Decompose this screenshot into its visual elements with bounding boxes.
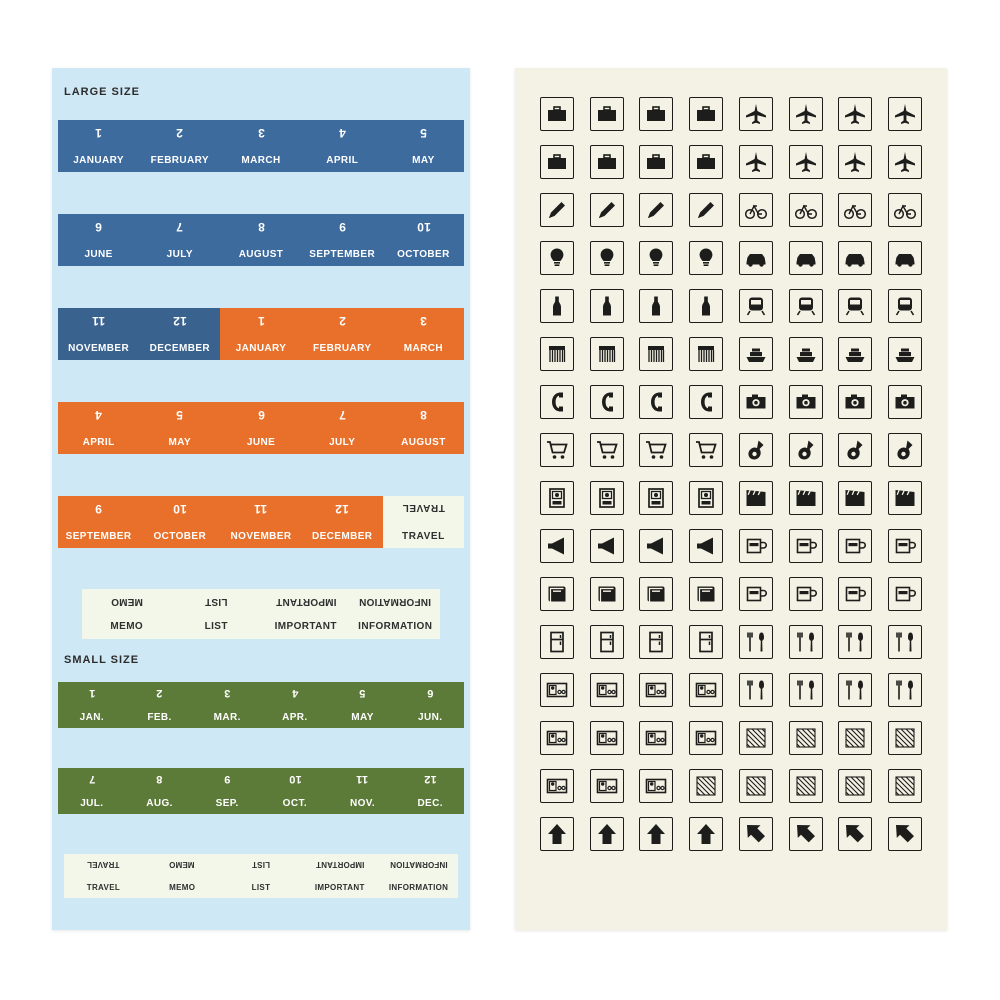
month-name: MAY xyxy=(168,437,192,448)
telephone-handset-icon[interactable] xyxy=(689,385,723,419)
month-cell[interactable] xyxy=(302,308,383,360)
briefcase-icon[interactable] xyxy=(590,145,624,179)
month-name: APRIL xyxy=(82,437,115,448)
memo-cell[interactable] xyxy=(300,854,379,898)
month-number: 9 xyxy=(338,220,346,234)
month-name: MAY xyxy=(412,155,435,166)
telephone-handset-icon[interactable] xyxy=(590,385,624,419)
airplane-icon[interactable] xyxy=(888,145,922,179)
arrow-up-left-icon[interactable] xyxy=(838,817,872,851)
memo-label-top: IMPORTANT xyxy=(315,860,364,869)
month-strip-row[interactable] xyxy=(58,214,464,266)
right-sticker-sheet xyxy=(515,68,947,930)
guitar-icon[interactable] xyxy=(838,433,872,467)
mug-icon[interactable] xyxy=(739,577,773,611)
cutlery-icon[interactable] xyxy=(838,625,872,659)
icon-sticker-grid xyxy=(532,90,930,858)
briefcase-icon[interactable] xyxy=(540,97,574,131)
month-name: MAR. xyxy=(213,712,241,723)
month-number: 3 xyxy=(257,126,265,140)
coin-machine-icon[interactable] xyxy=(540,769,574,803)
month-number: 8 xyxy=(419,408,427,422)
memo-label-bottom: TRAVEL xyxy=(86,883,121,892)
airplane-icon[interactable] xyxy=(739,145,773,179)
ship-icon[interactable] xyxy=(739,337,773,371)
airplane-icon[interactable] xyxy=(838,97,872,131)
car-icon[interactable] xyxy=(739,241,773,275)
memo-label-top: INFORMATION xyxy=(359,596,432,607)
month-number: 4 xyxy=(95,408,103,422)
month-cell[interactable] xyxy=(58,402,139,454)
book-icon[interactable] xyxy=(639,577,673,611)
memo-cell[interactable] xyxy=(261,589,351,639)
arrow-up-icon[interactable] xyxy=(639,817,673,851)
month-cell[interactable] xyxy=(139,402,220,454)
month-number: 6 xyxy=(257,408,265,422)
car-icon[interactable] xyxy=(838,241,872,275)
book-icon[interactable] xyxy=(689,577,723,611)
coin-machine-icon[interactable] xyxy=(590,769,624,803)
month-name: JANUARY xyxy=(235,343,287,354)
guitar-icon[interactable] xyxy=(888,433,922,467)
month-number: 12 xyxy=(172,314,187,328)
coin-machine-icon[interactable] xyxy=(540,721,574,755)
month-name: MAY xyxy=(351,712,374,723)
memo-label-bottom: IMPORTANT xyxy=(274,621,337,632)
mug-icon[interactable] xyxy=(888,529,922,563)
month-name: FEB. xyxy=(147,712,172,723)
cutlery-icon[interactable] xyxy=(888,673,922,707)
briefcase-icon[interactable] xyxy=(590,97,624,131)
month-cell[interactable] xyxy=(220,402,301,454)
ticket-icon[interactable] xyxy=(590,481,624,515)
briefcase-icon[interactable] xyxy=(689,97,723,131)
memo-cell[interactable] xyxy=(172,589,262,639)
memo-label-top: INFORMATION xyxy=(389,860,448,869)
refrigerator-icon[interactable] xyxy=(540,625,574,659)
month-number: 8 xyxy=(257,220,265,234)
month-number: 7 xyxy=(176,220,184,234)
travel-label-bottom: TRAVEL xyxy=(401,531,445,542)
month-name: SEPTEMBER xyxy=(65,531,132,542)
month-name: JANUARY xyxy=(73,155,124,166)
lightbulb-icon[interactable] xyxy=(590,241,624,275)
month-number: 12 xyxy=(423,773,437,785)
travel-label-cell[interactable] xyxy=(383,496,464,548)
camera-icon[interactable] xyxy=(888,385,922,419)
month-cell[interactable] xyxy=(261,682,329,728)
month-name: OCTOBER xyxy=(397,249,450,260)
wine-bottle-icon[interactable] xyxy=(689,289,723,323)
left-sticker-sheet xyxy=(52,68,470,930)
car-icon[interactable] xyxy=(789,241,823,275)
month-name: APR. xyxy=(282,712,308,723)
month-cell[interactable] xyxy=(58,682,126,728)
camera-icon[interactable] xyxy=(838,385,872,419)
month-number: 2 xyxy=(176,126,184,140)
coin-machine-icon[interactable] xyxy=(540,673,574,707)
month-number: 6 xyxy=(427,687,434,699)
coin-machine-icon[interactable] xyxy=(689,673,723,707)
camera-icon[interactable] xyxy=(789,385,823,419)
month-number: 6 xyxy=(95,220,103,234)
megaphone-icon[interactable] xyxy=(590,529,624,563)
month-number: 1 xyxy=(95,126,103,140)
month-name: JUNE xyxy=(246,437,276,448)
month-cell[interactable] xyxy=(302,214,383,266)
refrigerator-icon[interactable] xyxy=(590,625,624,659)
grid-pattern-icon[interactable] xyxy=(838,721,872,755)
month-name: APRIL xyxy=(326,155,359,166)
cutlery-icon[interactable] xyxy=(789,625,823,659)
wine-bottle-icon[interactable] xyxy=(590,289,624,323)
month-cell[interactable] xyxy=(58,496,139,548)
month-name: SEPTEMBER xyxy=(309,249,376,260)
month-number: 3 xyxy=(419,314,427,328)
memo-label-bottom: INFORMATION xyxy=(358,621,433,632)
train-icon[interactable] xyxy=(739,289,773,323)
month-number: 9 xyxy=(95,502,103,516)
month-number: 1 xyxy=(257,314,265,328)
month-name: JUNE xyxy=(84,249,113,260)
shopping-cart-icon[interactable] xyxy=(590,433,624,467)
memo-cell[interactable] xyxy=(351,589,441,639)
month-strip-row-small[interactable] xyxy=(58,768,464,814)
coin-machine-icon[interactable] xyxy=(639,769,673,803)
month-cell[interactable] xyxy=(126,682,194,728)
briefcase-icon[interactable] xyxy=(639,97,673,131)
train-icon[interactable] xyxy=(838,289,872,323)
telephone-handset-icon[interactable] xyxy=(540,385,574,419)
wine-bottle-icon[interactable] xyxy=(639,289,673,323)
grid-pattern-icon[interactable] xyxy=(739,769,773,803)
month-cell[interactable] xyxy=(302,402,383,454)
comb-icon[interactable] xyxy=(639,337,673,371)
month-number: 5 xyxy=(359,687,366,699)
month-name: FEBRUARY xyxy=(150,155,209,166)
arrow-up-left-icon[interactable] xyxy=(789,817,823,851)
memo-label-bottom: LIST xyxy=(204,621,228,632)
month-cell[interactable] xyxy=(139,214,220,266)
month-number: 9 xyxy=(224,773,231,785)
briefcase-icon[interactable] xyxy=(540,145,574,179)
refrigerator-icon[interactable] xyxy=(639,625,673,659)
cutlery-icon[interactable] xyxy=(739,625,773,659)
month-number: 2 xyxy=(338,314,346,328)
month-cell[interactable] xyxy=(383,308,464,360)
month-name: FEBRUARY xyxy=(313,343,372,354)
grid-pattern-icon[interactable] xyxy=(739,721,773,755)
month-cell[interactable] xyxy=(383,120,464,172)
wine-bottle-icon[interactable] xyxy=(540,289,574,323)
month-name: OCT. xyxy=(282,798,308,809)
month-name: JAN. xyxy=(79,712,105,723)
month-number: 7 xyxy=(338,408,346,422)
ticket-icon[interactable] xyxy=(689,481,723,515)
month-cell[interactable] xyxy=(139,496,220,548)
megaphone-icon[interactable] xyxy=(540,529,574,563)
month-name: DECEMBER xyxy=(149,343,211,354)
arrow-up-icon[interactable] xyxy=(590,817,624,851)
memo-label-top: MEMO xyxy=(110,596,143,607)
month-name: NOV. xyxy=(349,798,376,809)
month-number: 7 xyxy=(88,773,95,785)
bicycle-icon[interactable] xyxy=(739,193,773,227)
month-number: 4 xyxy=(291,687,299,699)
briefcase-icon[interactable] xyxy=(689,145,723,179)
memo-label-bottom: INFORMATION xyxy=(388,883,449,892)
memo-label-top: IMPORTANT xyxy=(275,596,336,607)
ticket-icon[interactable] xyxy=(540,481,574,515)
month-cell[interactable] xyxy=(58,214,139,266)
month-cell[interactable] xyxy=(396,768,464,814)
month-number: 11 xyxy=(356,773,369,785)
month-cell[interactable] xyxy=(396,682,464,728)
bicycle-icon[interactable] xyxy=(888,193,922,227)
month-cell[interactable] xyxy=(193,768,261,814)
month-strip-row[interactable] xyxy=(58,402,464,454)
month-number: 1 xyxy=(88,687,95,699)
month-strip-row[interactable] xyxy=(58,308,464,360)
month-cell[interactable] xyxy=(220,308,301,360)
memo-label-bottom: MEMO xyxy=(110,621,144,632)
section-title-small: SMALL SIZE xyxy=(64,654,140,666)
camera-icon[interactable] xyxy=(739,385,773,419)
memo-cell[interactable] xyxy=(222,854,301,898)
mug-icon[interactable] xyxy=(739,529,773,563)
memo-cell[interactable] xyxy=(82,589,172,639)
mug-icon[interactable] xyxy=(838,577,872,611)
ship-icon[interactable] xyxy=(789,337,823,371)
month-number: 10 xyxy=(288,773,302,785)
arrow-up-icon[interactable] xyxy=(540,817,574,851)
arrow-up-left-icon[interactable] xyxy=(888,817,922,851)
clapperboard-icon[interactable] xyxy=(888,481,922,515)
airplane-icon[interactable] xyxy=(739,97,773,131)
memo-label-bottom: IMPORTANT xyxy=(314,883,365,892)
train-icon[interactable] xyxy=(789,289,823,323)
lightbulb-icon[interactable] xyxy=(689,241,723,275)
month-cell[interactable] xyxy=(261,768,329,814)
month-cell[interactable] xyxy=(139,120,220,172)
cutlery-icon[interactable] xyxy=(888,625,922,659)
clapperboard-icon[interactable] xyxy=(838,481,872,515)
cutlery-icon[interactable] xyxy=(838,673,872,707)
memo-label-top: MEMO xyxy=(169,860,195,869)
pencil-icon[interactable] xyxy=(689,193,723,227)
book-icon[interactable] xyxy=(590,577,624,611)
book-icon[interactable] xyxy=(540,577,574,611)
mug-icon[interactable] xyxy=(888,577,922,611)
coin-machine-icon[interactable] xyxy=(590,721,624,755)
month-number: 12 xyxy=(335,502,350,516)
mug-icon[interactable] xyxy=(838,529,872,563)
clapperboard-icon[interactable] xyxy=(789,481,823,515)
memo-cell[interactable] xyxy=(143,854,222,898)
month-name: JUL. xyxy=(80,798,104,809)
airplane-icon[interactable] xyxy=(789,145,823,179)
ticket-icon[interactable] xyxy=(639,481,673,515)
shopping-cart-icon[interactable] xyxy=(639,433,673,467)
shopping-cart-icon[interactable] xyxy=(689,433,723,467)
pencil-icon[interactable] xyxy=(639,193,673,227)
month-number: 4 xyxy=(338,126,346,140)
month-name: JULY xyxy=(166,249,193,260)
grid-pattern-icon[interactable] xyxy=(789,769,823,803)
month-name: JUN. xyxy=(418,712,443,723)
memo-label-top: TRAVEL xyxy=(87,860,120,869)
coin-machine-icon[interactable] xyxy=(590,673,624,707)
month-cell[interactable] xyxy=(329,682,397,728)
comb-icon[interactable] xyxy=(590,337,624,371)
lightbulb-icon[interactable] xyxy=(540,241,574,275)
telephone-handset-icon[interactable] xyxy=(639,385,673,419)
month-number: 5 xyxy=(419,126,427,140)
arrow-up-left-icon[interactable] xyxy=(739,817,773,851)
coin-machine-icon[interactable] xyxy=(639,673,673,707)
memo-cell[interactable] xyxy=(379,854,458,898)
shopping-cart-icon[interactable] xyxy=(540,433,574,467)
pencil-icon[interactable] xyxy=(590,193,624,227)
month-number: 11 xyxy=(92,314,106,328)
briefcase-icon[interactable] xyxy=(639,145,673,179)
bicycle-icon[interactable] xyxy=(838,193,872,227)
month-number: 2 xyxy=(156,687,163,699)
month-strip-row[interactable] xyxy=(58,120,464,172)
month-cell[interactable] xyxy=(383,402,464,454)
car-icon[interactable] xyxy=(888,241,922,275)
cutlery-icon[interactable] xyxy=(739,673,773,707)
clapperboard-icon[interactable] xyxy=(739,481,773,515)
month-cell[interactable] xyxy=(220,120,301,172)
month-name: JULY xyxy=(329,437,356,448)
travel-label-top: TRAVEL xyxy=(401,502,445,513)
month-cell[interactable] xyxy=(126,768,194,814)
month-number: 11 xyxy=(254,502,268,516)
airplane-icon[interactable] xyxy=(888,97,922,131)
month-cell[interactable] xyxy=(302,120,383,172)
mug-icon[interactable] xyxy=(789,577,823,611)
airplane-icon[interactable] xyxy=(789,97,823,131)
month-cell[interactable] xyxy=(58,768,126,814)
arrow-up-icon[interactable] xyxy=(689,817,723,851)
month-number: 3 xyxy=(224,687,231,699)
month-number: 10 xyxy=(416,220,431,234)
mug-icon[interactable] xyxy=(789,529,823,563)
memo-strip-large[interactable] xyxy=(82,589,440,639)
month-number: 10 xyxy=(172,502,187,516)
month-strip-row-small[interactable] xyxy=(58,682,464,728)
month-name: NOVEMBER xyxy=(230,531,292,542)
month-cell[interactable] xyxy=(329,768,397,814)
month-strip-row[interactable] xyxy=(58,496,464,548)
month-name: MARCH xyxy=(241,155,281,166)
megaphone-icon[interactable] xyxy=(689,529,723,563)
month-cell[interactable] xyxy=(220,496,301,548)
lightbulb-icon[interactable] xyxy=(639,241,673,275)
pencil-icon[interactable] xyxy=(540,193,574,227)
coin-machine-icon[interactable] xyxy=(689,721,723,755)
airplane-icon[interactable] xyxy=(838,145,872,179)
month-name: AUG. xyxy=(146,798,173,809)
month-cell[interactable] xyxy=(58,120,139,172)
comb-icon[interactable] xyxy=(540,337,574,371)
month-name: SEP. xyxy=(215,798,239,809)
guitar-icon[interactable] xyxy=(739,433,773,467)
grid-pattern-icon[interactable] xyxy=(888,769,922,803)
grid-pattern-icon[interactable] xyxy=(838,769,872,803)
refrigerator-icon[interactable] xyxy=(689,625,723,659)
month-cell[interactable] xyxy=(383,214,464,266)
memo-label-top: LIST xyxy=(252,860,270,869)
month-name: MARCH xyxy=(403,343,444,354)
guitar-icon[interactable] xyxy=(789,433,823,467)
month-cell[interactable] xyxy=(139,308,220,360)
grid-pattern-icon[interactable] xyxy=(789,721,823,755)
memo-label-bottom: MEMO xyxy=(169,883,196,892)
month-number: 8 xyxy=(156,773,163,785)
month-cell[interactable] xyxy=(220,214,301,266)
memo-label-bottom: LIST xyxy=(251,883,271,892)
bicycle-icon[interactable] xyxy=(789,193,823,227)
coin-machine-icon[interactable] xyxy=(639,721,673,755)
month-cell[interactable] xyxy=(58,308,139,360)
megaphone-icon[interactable] xyxy=(639,529,673,563)
comb-icon[interactable] xyxy=(689,337,723,371)
month-number: 5 xyxy=(176,408,184,422)
memo-cell[interactable] xyxy=(64,854,143,898)
month-name: OCTOBER xyxy=(153,531,207,542)
month-name: DECEMBER xyxy=(311,531,373,542)
month-cell[interactable] xyxy=(302,496,383,548)
month-name: AUGUST xyxy=(238,249,284,260)
month-name: DEC. xyxy=(417,798,443,809)
month-name: NOVEMBER xyxy=(68,343,130,354)
ship-icon[interactable] xyxy=(838,337,872,371)
month-name: AUGUST xyxy=(401,437,446,448)
memo-strip-small[interactable] xyxy=(64,854,458,898)
ship-icon[interactable] xyxy=(888,337,922,371)
grid-pattern-icon[interactable] xyxy=(689,769,723,803)
month-cell[interactable] xyxy=(193,682,261,728)
cutlery-icon[interactable] xyxy=(789,673,823,707)
grid-pattern-icon[interactable] xyxy=(888,721,922,755)
section-title-large: LARGE SIZE xyxy=(64,86,140,98)
train-icon[interactable] xyxy=(888,289,922,323)
memo-label-top: LIST xyxy=(205,596,228,607)
